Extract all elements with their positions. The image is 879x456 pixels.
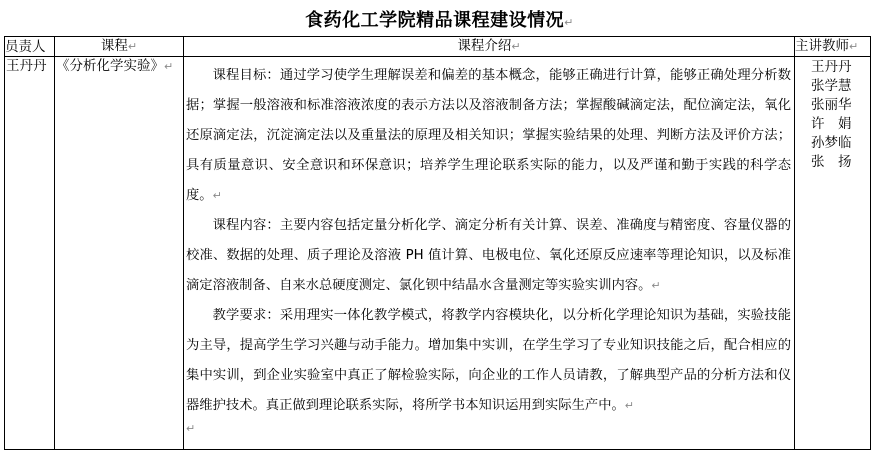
- course-name-text: 《分析化学实验》: [56, 58, 164, 74]
- paragraph-mark: ↵: [624, 399, 635, 412]
- header-teacher: [795, 37, 871, 57]
- header-teacher-label: 主讲教师: [795, 38, 849, 54]
- owner-name: 王丹丹: [6, 58, 47, 74]
- paragraph-mark: ↵: [849, 40, 859, 53]
- header-intro-label: 课程介绍: [457, 38, 512, 54]
- owner-cell: [5, 57, 55, 450]
- intro-cell: [184, 57, 795, 450]
- teacher-name: 孙梦临: [811, 135, 852, 151]
- course-cell: [55, 57, 184, 450]
- teacher-name: 张学慧: [811, 78, 852, 94]
- table-row: [5, 57, 871, 450]
- intro-paragraph-content: [186, 211, 791, 301]
- teacher-name: 许 娟: [811, 116, 852, 132]
- paragraph-mark: ↵: [127, 40, 138, 53]
- teacher-name: 张 扬: [811, 154, 852, 170]
- intro-goal-text: 课程目标：通过学习使学生理解误差和偏差的基本概念，能够正确进行计算，能够正确处理分析数据；掌握一般溶液和标准溶液浓度的表示方法以及溶液制备方法；掌握酸碱滴定法，配位滴定法，氧化还原滴定法，沉淀滴定法以及重量法的原理及相关知识；掌握实验结果的处理、判断方法及评价方法；具有质量意识、安全意识和环保意识；培养学生理论联系实际的能力，以及严谨和勤于实践的科学态度。: [186, 68, 791, 203]
- header-owner-label: 员责人: [5, 38, 46, 55]
- document-title: [0, 6, 879, 32]
- course-table: [4, 36, 871, 450]
- paragraph-mark: ↵: [212, 189, 222, 202]
- teacher-name: 张丽华: [811, 97, 852, 113]
- header-course: [55, 37, 184, 57]
- paragraph-mark: ↵: [651, 279, 661, 292]
- teacher-list: [795, 57, 870, 172]
- paragraph-mark: ↵: [511, 40, 521, 53]
- header-owner: [5, 37, 55, 57]
- paragraph-mark: ↵: [186, 422, 196, 435]
- course-intro: [184, 57, 794, 437]
- table-header-row: [5, 37, 871, 57]
- header-course-label: 课程: [100, 38, 128, 54]
- course-name: [55, 57, 183, 76]
- header-intro: [184, 37, 795, 57]
- intro-content-text: 课程内容：主要内容包括定量分析化学、滴定分析有关计算、误差、准确度与精密度、容量仪器的校准、数据的处理、质子理论及溶液 PH 值计算、电极电位、氧化还原反应速率等理论知识，以及标准滴定溶液制备、自来水总硬度测定、氯化钡中结晶水含量测定等实验实训内容。: [186, 218, 791, 293]
- teacher-name: 王丹丹: [811, 59, 852, 75]
- intro-paragraph-goal: [186, 61, 791, 211]
- paragraph-mark: ↵: [564, 16, 574, 29]
- intro-requirement-text: 教学要求：采用理实一体化教学模式，将教学内容模块化，以分析化学理论知识为基础，实验技能为主导，提高学生学习兴趣与动手能力。增加集中实训，在学生学习了专业知识技能之后，配合相应的集中实训，到企业实验室中真正了解检验实际，向企业的工作人员请教，了解典型产品的分析方法和仪器维护技术。真正做到理论联系实际，将所学书本知识运用到实际生产中。: [186, 308, 791, 413]
- paragraph-mark: ↵: [164, 60, 174, 73]
- title-text: 食药化工学院精品课程建设情况: [305, 10, 565, 31]
- teacher-cell: [795, 57, 871, 450]
- intro-paragraph-requirement: [186, 301, 791, 421]
